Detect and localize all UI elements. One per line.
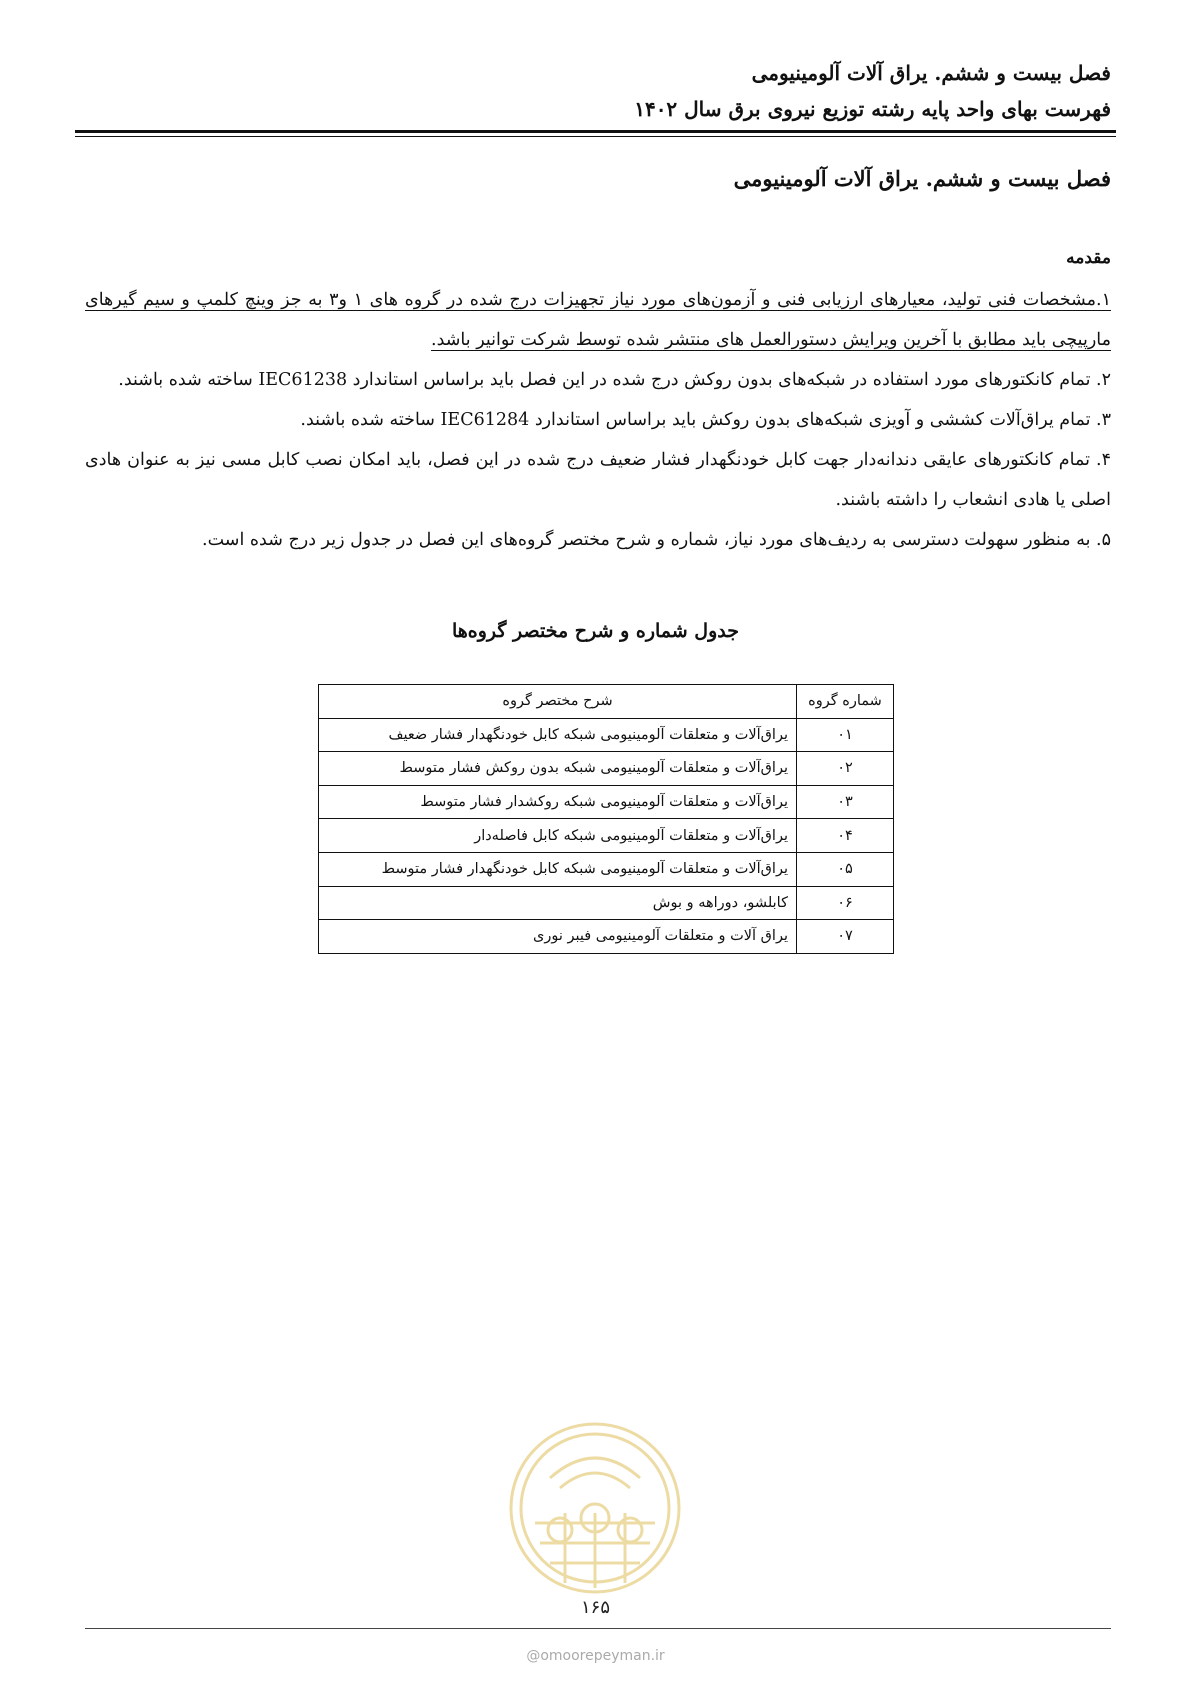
group-number: ۰۳ [797,785,894,819]
table-caption: جدول شماره و شرح مختصر گروه‌ها [451,620,740,642]
table-row [319,886,894,920]
group-description: یراق‌آلات و متعلقات آلومینیومی شبکه بدون روکش فشار متوسط [319,752,797,786]
intro-heading: مقدمه [1066,248,1111,268]
intro-body [85,280,1111,560]
group-number: ۰۵ [797,852,894,886]
header-chapter-title: فصل بیست و ششم. یراق آلات آلومینیومی [751,61,1111,85]
group-number: ۰۲ [797,752,894,786]
table-row [319,752,894,786]
table-row [319,852,894,886]
table-row [319,819,894,853]
header-description: شرح مختصر گروه [319,685,797,719]
group-description: یراق‌آلات و متعلقات آلومینیومی شبکه روکشدار فشار متوسط [319,785,797,819]
omoore-peyman-seal-icon [505,1418,685,1598]
group-number: ۰۱ [797,718,894,752]
group-description: یراق آلات و متعلقات آلومینیومی فیبر نوری [319,920,797,954]
paragraph-4: ۴. تمام کانکتورهای عایقی دندانه‌دار جهت کابل خودنگهدار فشار ضعیف درج شده در این فصل، باید امکان نصب کابل مسی نیز به عنوان هادی اصلی یا هادی انشعاب را داشته باشند. [85,450,1111,510]
page-number: ۱۶۵ [580,1597,610,1618]
table-row [319,920,894,954]
group-number: ۰۷ [797,920,894,954]
paragraph-1 [85,280,1111,360]
groups-table [318,684,894,954]
group-description: یراق‌آلات و متعلقات آلومینیومی شبکه کابل خودنگهدار فشار متوسط [319,852,797,886]
header-thick-rule [75,130,1116,133]
footer-rule [85,1628,1111,1629]
header-thin-rule [75,136,1116,137]
chapter-heading: فصل بیست و ششم. یراق آلات آلومینیومی [733,166,1111,191]
group-number: ۰۶ [797,886,894,920]
table-header-row [319,685,894,719]
table-row [319,785,894,819]
group-description: یراق‌آلات و متعلقات آلومینیومی شبکه کابل خودنگهدار فشار ضعیف [319,718,797,752]
paragraph-2: ۲. تمام کانکتورهای مورد استفاده در شبکه‌های بدون روکش درج شده در این فصل باید براساس استاندارد IEC61238 ساخته شده باشند. [118,370,1111,390]
header-subtitle: فهرست بهای واحد پایه رشته توزیع نیروی برق سال ۱۴۰۲ [634,97,1111,121]
header-number: شماره گروه [797,685,894,719]
paragraph-3: ۳. تمام یراق‌آلات کششی و آویزی شبکه‌های بدون روکش باید براساس استاندارد IEC61284 ساخته شده باشند. [300,410,1111,430]
group-description: کابلشو، دوراهه و بوش [319,886,797,920]
running-header [81,55,1111,127]
watermark: @omoorepeyman.ir [526,1648,665,1664]
group-description: یراق‌آلات و متعلقات آلومینیومی شبکه کابل فاصله‌دار [319,819,797,853]
table-row [319,718,894,752]
paragraph-1-text: ۱.مشخصات فنی تولید، معیارهای ارزیابی فنی و آزمون‌های مورد نیاز تجهیزات درج شده در گروه های ۱ و۳ به جز وینچ کلمپ و سیم گیرهای مارپیچی باید مطابق با آخرین ویرایش دستورالعمل های منتشر شده توسط شرکت توانیر باشد. [85,290,1111,350]
paragraph-5: ۵. به منظور سهولت دسترسی به ردیف‌های مورد نیاز، شماره و شرح مختصر گروه‌های این فصل در جدول زیر درج شده است. [202,530,1111,550]
group-number: ۰۴ [797,819,894,853]
